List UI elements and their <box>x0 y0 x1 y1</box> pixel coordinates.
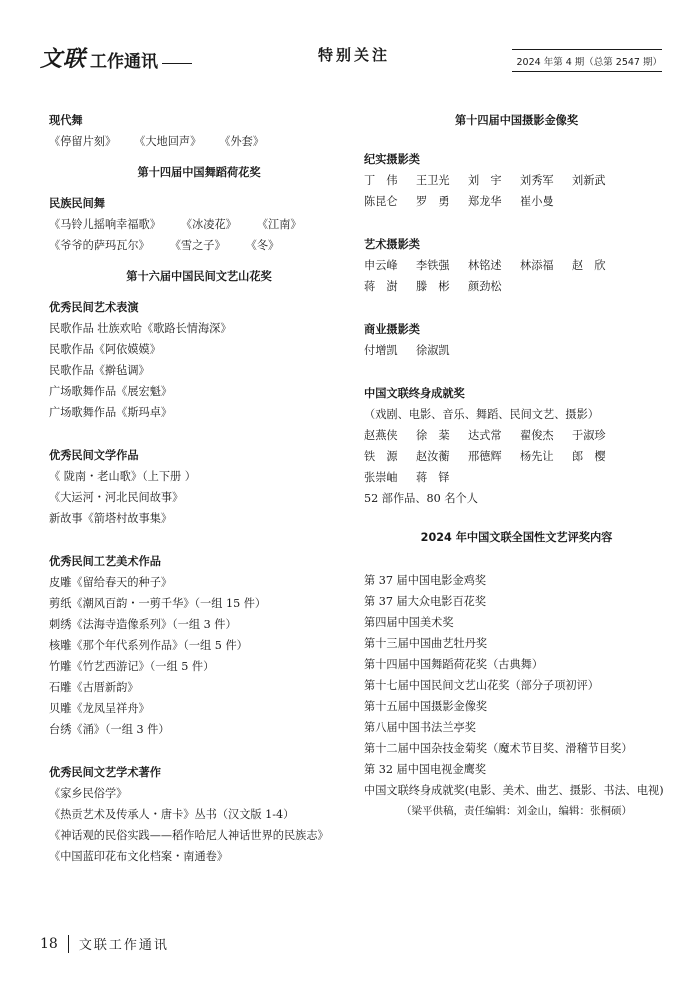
award-summary: 52 部作品、80 名个人 <box>364 492 478 505</box>
work-item: 广场歌舞作品《斯玛卓》 <box>49 406 173 419</box>
work-item: 石雕《古厝新韵》 <box>49 681 139 694</box>
work-item: 《中国蓝印花布文化档案・南通卷》 <box>49 850 229 863</box>
page-header <box>0 0 700 80</box>
award-heading: 第十六届中国民间文艺山花奖 <box>126 270 272 283</box>
footer-title: 文联工作通讯 <box>78 938 169 953</box>
award-heading: 2024 年中国文联全国性文艺评奖内容 <box>420 531 613 544</box>
winner-name: 罗 勇 <box>416 195 450 208</box>
category-heading: 纪实摄影类 <box>364 153 420 166</box>
masthead-rule <box>162 63 192 64</box>
left-column <box>49 110 349 867</box>
winner-name: 申云峰 <box>364 259 398 272</box>
name-row <box>364 446 669 467</box>
work-item: 核雕《那个年代系列作品》（一组 5 件） <box>49 639 248 652</box>
work-item: 台绣《涌》（一组 3 件） <box>49 723 170 736</box>
winner-name: 陈昆仑 <box>364 195 398 208</box>
award-item: 第 37 届大众电影百花奖 <box>364 595 487 608</box>
winner-name: 滕 彬 <box>416 280 450 293</box>
winner-name: 郎 樱 <box>572 450 606 463</box>
work-item: 《家乡民俗学》 <box>49 787 128 800</box>
name-row <box>364 276 669 297</box>
category-heading: 优秀民间文艺学术著作 <box>49 766 161 779</box>
category-heading: 优秀民间工艺美术作品 <box>49 555 161 568</box>
category-heading: 中国文联终身成就奖 <box>364 387 465 400</box>
winner-name: 赵燕侠 <box>364 429 398 442</box>
category-heading: 优秀民间文学作品 <box>49 449 139 462</box>
work-item: 刺绣《法海寺造像系列》（一组 3 件） <box>49 618 237 631</box>
issue-label: 2024 年第 4 期（总第 2547 期） <box>516 57 662 68</box>
category-heading: 现代舞 <box>49 114 83 127</box>
work-title: 《马铃儿摇响幸福歌》 <box>49 218 161 231</box>
work-title: 《大地回声》 <box>134 135 202 148</box>
award-item: 第十三届中国曲艺牡丹奖 <box>364 637 488 650</box>
award-heading: 第十四届中国舞蹈荷花奖 <box>137 166 261 179</box>
footer-divider <box>68 935 69 953</box>
work-item: 《 陇南・老山歌》（上下册 ） <box>49 470 196 483</box>
page-number: 18 <box>40 935 58 952</box>
category-heading: 艺术摄影类 <box>364 238 420 251</box>
award-item: 第十四届中国舞蹈荷花奖（古典舞） <box>364 658 544 671</box>
winner-name: 于淑珍 <box>572 429 606 442</box>
work-item: 剪纸《潮风百韵・一剪千华》（一组 15 件） <box>49 597 267 610</box>
winner-name: 王卫光 <box>416 174 450 187</box>
work-title: 《江南》 <box>256 218 302 231</box>
name-row <box>364 255 669 276</box>
page-footer <box>40 934 169 953</box>
winner-name: 蒋 铎 <box>416 471 450 484</box>
name-row <box>364 340 669 361</box>
work-item: 竹雕《竹艺西游记》（一组 5 件） <box>49 660 215 673</box>
winner-name: 铁 源 <box>364 450 398 463</box>
winner-name: 刘新武 <box>572 174 606 187</box>
work-item: 《神话观的民俗实践——稻作哈尼人神话世界的民族志》 <box>49 829 329 842</box>
section-title: 特别关注 <box>318 46 391 64</box>
winner-name: 林铭述 <box>468 259 502 272</box>
winner-name: 林添福 <box>520 259 554 272</box>
masthead <box>40 42 192 73</box>
winner-name: 徐 棻 <box>416 429 450 442</box>
name-row <box>364 467 669 488</box>
work-item: 《热贡艺术及传承人・唐卡》丛书（汉文版 1-4） <box>49 808 295 821</box>
editor-credit: （梁平供稿，责任编辑：刘金山，编辑：张桐硕） <box>401 805 632 817</box>
publication-logo: 文联 <box>40 46 87 72</box>
category-heading: 优秀民间艺术表演 <box>49 301 139 314</box>
work-title: 《爷爷的萨玛瓦尔》 <box>49 239 150 252</box>
name-row <box>364 191 669 212</box>
winner-name: 杨先让 <box>520 450 554 463</box>
category-heading: 民族民间舞 <box>49 197 105 210</box>
work-item: 新故事《箭塔村故事集》 <box>49 512 173 525</box>
award-item: 第八届中国书法兰亭奖 <box>364 721 476 734</box>
award-item: 中国文联终身成就奖(电影、美术、曲艺、摄影、书法、电视) <box>364 784 664 797</box>
issue-rule-top <box>512 49 662 50</box>
winner-name: 赵 欣 <box>572 259 606 272</box>
right-column <box>364 110 669 822</box>
winner-name: 刘 宇 <box>468 174 502 187</box>
publication-name: 工作通讯 <box>90 52 159 72</box>
work-item: 《大运河・河北民间故事》 <box>49 491 184 504</box>
category-heading: 商业摄影类 <box>364 323 420 336</box>
winner-name: 邢德辉 <box>468 450 502 463</box>
award-item: 第 32 届中国电视金鹰奖 <box>364 763 487 776</box>
award-fields: （戏剧、电影、音乐、舞蹈、民间文艺、摄影） <box>364 408 599 421</box>
winner-name: 付增凯 <box>364 344 398 357</box>
work-title: 《冰凌花》 <box>180 218 237 231</box>
winner-name: 刘秀军 <box>520 174 554 187</box>
winner-name: 郑龙华 <box>468 195 502 208</box>
award-item: 第 37 届中国电影金鸡奖 <box>364 574 487 587</box>
work-item: 皮雕《留给春天的种子》 <box>49 576 173 589</box>
work-item: 民歌作品《擀毡调》 <box>49 364 150 377</box>
award-item: 第十二届中国杂技金菊奖（魔术节目奖、滑稽节目奖） <box>364 742 633 755</box>
work-list-row <box>49 235 349 256</box>
work-title: 《停留片刻》 <box>49 135 117 148</box>
issue-info <box>512 49 662 72</box>
award-item: 第四届中国美术奖 <box>364 616 454 629</box>
winner-name: 达式常 <box>468 429 502 442</box>
winner-name: 崔小曼 <box>520 195 554 208</box>
winner-name: 徐淑凯 <box>416 344 450 357</box>
name-row <box>364 425 669 446</box>
award-heading: 第十四届中国摄影金像奖 <box>454 114 579 127</box>
winner-name: 李铁强 <box>416 259 450 272</box>
work-title: 《冬》 <box>245 239 280 252</box>
work-title: 《外套》 <box>219 135 265 148</box>
work-item: 广场歌舞作品《展宏魁》 <box>49 385 173 398</box>
award-item: 第十七届中国民间文艺山花奖（部分子项初评） <box>364 679 599 692</box>
winner-name: 赵汝蘅 <box>416 450 450 463</box>
issue-rule-bottom <box>512 71 662 72</box>
winner-name: 蒋 澍 <box>364 280 398 293</box>
work-item: 贝雕《龙凤呈祥舟》 <box>49 702 150 715</box>
winner-name: 颜劲松 <box>468 280 502 293</box>
winner-name: 张崇岫 <box>364 471 398 484</box>
work-list-row <box>49 131 349 152</box>
winner-name: 翟俊杰 <box>520 429 554 442</box>
winner-name: 丁 伟 <box>364 174 398 187</box>
work-item: 民歌作品 壮族欢哈《歌路长情海深》 <box>49 322 232 335</box>
name-row <box>364 170 669 191</box>
work-item: 民歌作品《阿依嫫嫫》 <box>49 343 161 356</box>
work-title: 《雪之子》 <box>169 239 226 252</box>
award-item: 第十五届中国摄影金像奖 <box>364 700 488 713</box>
work-list-row <box>49 214 349 235</box>
